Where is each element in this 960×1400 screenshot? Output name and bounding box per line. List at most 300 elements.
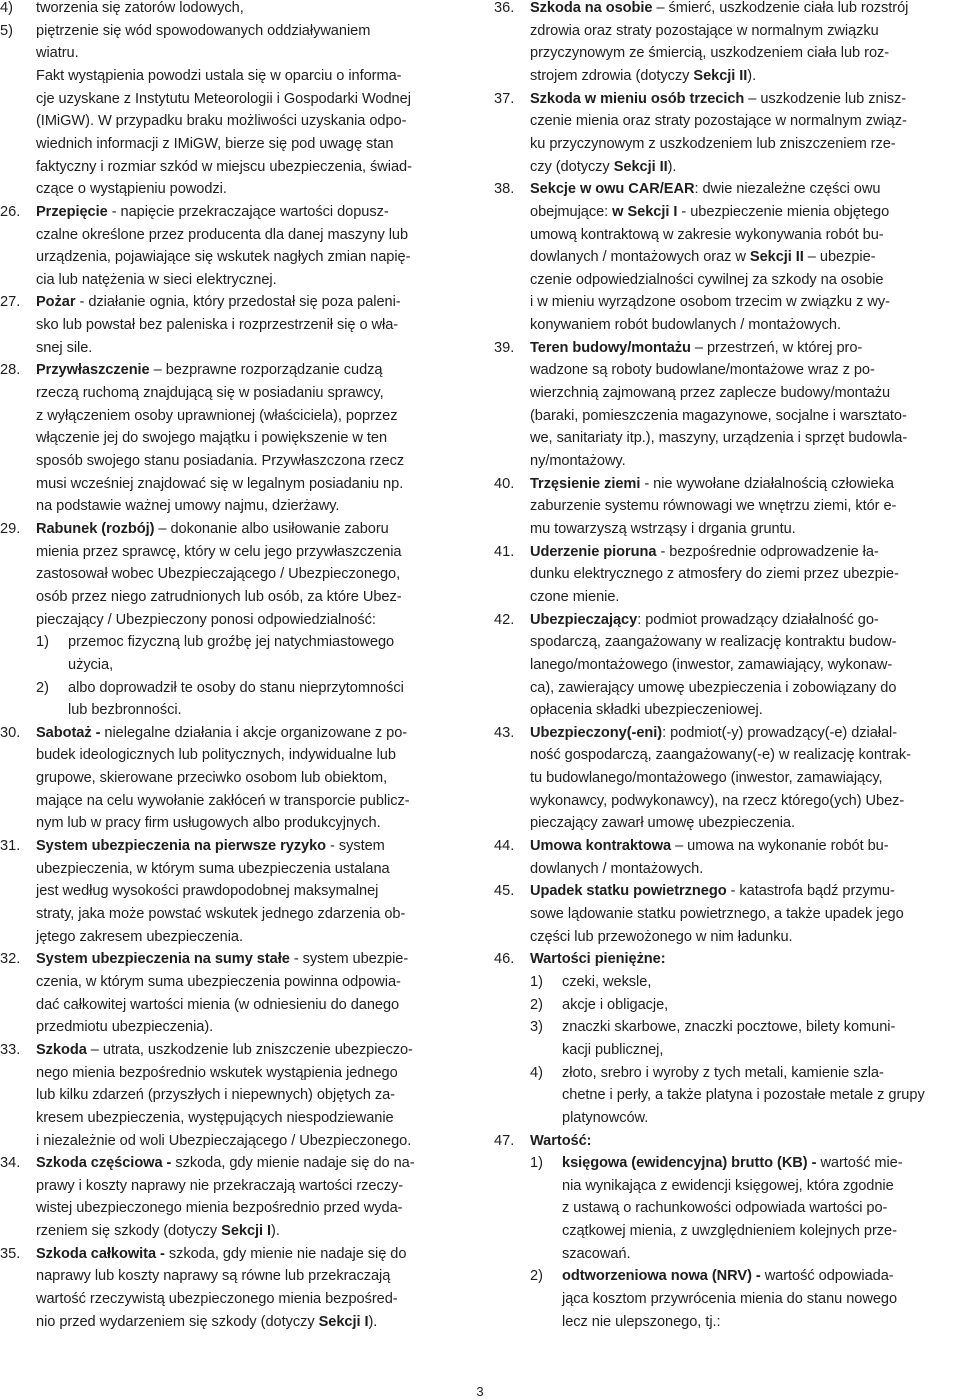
text-run: czalne określone przez producenta dla danej maszyny lub xyxy=(36,226,409,243)
text-run: zastosował wobec Ubezpieczającego / Ubezpieczonego, xyxy=(36,566,401,583)
text-line xyxy=(530,382,960,405)
text-line xyxy=(530,156,960,179)
text-line xyxy=(36,314,468,337)
text-run: – dokonanie albo usiłowanie zaboru xyxy=(154,520,389,537)
text-run: wartość odpowiada- xyxy=(760,1268,894,1285)
text-line xyxy=(562,1152,960,1175)
text-line xyxy=(530,586,960,609)
bold-term: Teren budowy/montażu xyxy=(530,339,691,356)
text-line xyxy=(68,677,468,700)
text-run: użycia, xyxy=(68,656,114,673)
text-line xyxy=(36,812,468,835)
text-run: dowlanych / montażowych oraz w xyxy=(530,249,750,266)
item-number: 32. xyxy=(0,951,21,968)
text-run: - system xyxy=(326,838,385,855)
text-line xyxy=(530,835,960,858)
text-line xyxy=(562,1288,960,1311)
text-run: faktyczny i rozmiar szkód w miejscu ubezpieczenia, świad- xyxy=(36,158,412,175)
text-run: nielegalne działania i akcje organizowane z po- xyxy=(100,724,408,741)
text-line xyxy=(36,1197,468,1220)
text-run: cia lub natężenia w sieci elektrycznej. xyxy=(36,271,277,288)
bold-term: Sekcji I xyxy=(221,1223,272,1240)
item-number: 5) xyxy=(0,22,13,39)
text-line xyxy=(36,450,468,473)
item-number: 39. xyxy=(494,339,515,356)
text-line xyxy=(36,994,468,1017)
text-line xyxy=(36,835,468,858)
text-line xyxy=(36,246,468,269)
text-run: wartość rzeczywistą ubezpieczonego mienia bezpośred- xyxy=(36,1291,398,1308)
text-run: mienia przez sprawcę, który w celu jego przywłaszczenia xyxy=(36,543,402,560)
text-run: - ubezpieczenie mienia objętego xyxy=(677,203,890,220)
text-line xyxy=(530,178,960,201)
text-line xyxy=(530,880,960,903)
text-run: - napięcie przekraczające wartości dopusz- xyxy=(107,203,389,220)
text-line xyxy=(530,1130,960,1153)
text-line xyxy=(36,722,468,745)
text-run: nia wynikająca z ewidencji księgowej, która zgodnie xyxy=(562,1177,894,1194)
text-run: ). xyxy=(271,1223,280,1240)
text-line xyxy=(530,790,960,813)
text-line xyxy=(68,654,468,677)
text-line xyxy=(530,110,960,133)
text-run: akcje i obligacje, xyxy=(562,996,669,1013)
item-number: 33. xyxy=(0,1041,21,1058)
text-run: wierzchnią zajmowaną przez zaplecze budowy/montażu xyxy=(530,385,891,402)
text-run: : podmiot prowadzący działalność go- xyxy=(637,611,879,628)
text-line xyxy=(562,1084,960,1107)
text-line xyxy=(562,971,960,994)
text-run: i niezależnie od woli Ubezpieczającego / Ubezpieczonego. xyxy=(36,1132,412,1149)
text-run: ). xyxy=(747,67,757,84)
text-run: strojem zdrowia (dotyczy xyxy=(530,67,694,84)
text-run: prawy i koszty naprawy nie przekraczają wartości rzeczy- xyxy=(36,1177,404,1194)
text-run: spodarczą, zaangażowany w realizację kontraktu budow- xyxy=(530,634,897,651)
item-number: 37. xyxy=(494,90,515,107)
text-run: chetne i perły, a także platyna i pozostałe metale z grupy xyxy=(562,1087,925,1104)
bold-term: księgowa (ewidencyjna) brutto (KB) - xyxy=(562,1155,817,1172)
item-number: 26. xyxy=(0,203,21,220)
text-line xyxy=(562,1016,960,1039)
text-line xyxy=(36,541,468,564)
sublist-number: 3) xyxy=(530,1019,543,1036)
page-number: 3 xyxy=(476,1384,484,1399)
text-run: – śmierć, uszkodzenie ciała lub rozstrój xyxy=(652,0,909,16)
text-line xyxy=(68,699,468,722)
text-line xyxy=(36,337,468,360)
item-number: 4) xyxy=(0,0,13,16)
text-line xyxy=(36,609,468,632)
text-run: – przestrzeń, w której pro- xyxy=(690,339,863,356)
text-line xyxy=(36,1265,468,1288)
text-line xyxy=(530,88,960,111)
text-run: szkoda, gdy mienie nie nadaje się do xyxy=(164,1245,407,1262)
text-line xyxy=(530,518,960,541)
sublist-number: 1) xyxy=(530,973,543,990)
text-line xyxy=(530,495,960,518)
text-run: umową kontraktową w zakresie wykonywania robót bu- xyxy=(530,226,884,243)
text-line xyxy=(36,790,468,813)
text-line xyxy=(530,450,960,473)
text-run: nio przed wydarzeniem się szkody (dotyczy xyxy=(36,1313,319,1330)
text-line xyxy=(530,133,960,156)
text-line xyxy=(562,1197,960,1220)
text-run: lub bezbronności. xyxy=(68,702,182,719)
text-line xyxy=(36,201,468,224)
text-line xyxy=(530,903,960,926)
text-run: ). xyxy=(667,158,677,175)
text-line xyxy=(530,858,960,881)
text-line xyxy=(530,337,960,360)
text-run: ca), zawierający umowę ubezpieczenia i zobowiązany do xyxy=(530,679,897,696)
bold-term: w Sekcji I xyxy=(612,203,678,220)
sublist-number: 2) xyxy=(530,1268,543,1285)
text-line xyxy=(530,65,960,88)
text-line xyxy=(36,1243,468,1266)
item-number: 42. xyxy=(494,611,515,628)
item-number: 41. xyxy=(494,543,515,560)
text-run: czenie mienia oraz straty pozostające w normalnym związ- xyxy=(530,113,907,130)
text-line xyxy=(36,427,468,450)
text-run: - bezpośrednie odprowadzenie ła- xyxy=(656,543,879,560)
bold-term: Szkoda całkowita - xyxy=(36,1245,165,1262)
text-line xyxy=(36,1130,468,1153)
text-line xyxy=(530,427,960,450)
text-run: wiatru. xyxy=(36,45,79,62)
text-line xyxy=(530,609,960,632)
text-run: kacji publicznej, xyxy=(562,1041,664,1058)
bold-term: System ubezpieczenia na pierwsze ryzyko xyxy=(36,838,327,855)
text-run: pieczający / Ubezpieczony ponosi odpowiedzialność: xyxy=(36,611,376,628)
bold-term: Uderzenie pioruna xyxy=(530,543,657,560)
text-run: - system ubezpie- xyxy=(289,951,409,968)
text-run: grupowe, skierowane przeciwko osobom lub obiektom, xyxy=(36,770,388,787)
text-run: sowe lądowanie statku powietrznego, a także upadek jego xyxy=(530,906,904,922)
text-run: konywaniem robót budowlanych / montażowych. xyxy=(530,317,841,334)
text-run: nego mienia bezpośrednio wskutek wystąpienia jednego xyxy=(36,1064,398,1081)
text-line xyxy=(530,948,960,971)
item-number: 45. xyxy=(494,883,515,900)
text-run: urządzenia, pojawiające się wskutek nagłych zmian napię- xyxy=(36,249,411,266)
text-line xyxy=(36,858,468,881)
text-run: dowlanych / montażowych. xyxy=(530,860,704,877)
text-run: lecz nie ulepszonego, tj.: xyxy=(562,1313,721,1330)
text-line xyxy=(530,744,960,767)
text-line xyxy=(36,359,468,382)
text-run: - działanie ognia, który przedostał się poza paleni- xyxy=(75,294,401,311)
text-run: piętrzenie się wód spowodowanych oddziaływaniem xyxy=(36,22,371,39)
text-run: zaburzenie systemu równowagi we wnętrzu ziemi, któr e- xyxy=(530,498,897,515)
text-run: : podmiot(-y) prowadzący(-e) działal- xyxy=(662,724,898,741)
bold-term: Upadek statku powietrznego xyxy=(530,883,727,900)
bold-term: Sekcje w owu CAR/EAR xyxy=(530,181,695,198)
text-run: tu budowlanego/montażowego (inwestor, zamawiający, xyxy=(530,770,883,787)
text-line xyxy=(530,654,960,677)
text-run: cje uzyskane z Instytutu Meteorologii i Gospodarki Wodnej xyxy=(36,90,411,107)
text-run: ). xyxy=(368,1313,378,1330)
text-line xyxy=(36,926,468,949)
text-line xyxy=(530,359,960,382)
text-line xyxy=(36,1107,468,1130)
text-run: obejmujące: xyxy=(530,203,613,220)
text-line xyxy=(562,1107,960,1130)
item-number: 31. xyxy=(0,838,21,855)
text-line xyxy=(562,1175,960,1198)
bold-term: odtworzeniowa nowa (NRV) - xyxy=(562,1268,761,1285)
text-line xyxy=(36,767,468,790)
item-number: 27. xyxy=(0,294,21,311)
text-run: opłacenia składki ubezpieczeniowej. xyxy=(530,702,763,719)
text-line xyxy=(36,880,468,903)
text-line xyxy=(36,156,468,179)
text-run: dunku elektrycznego z atmosfery do ziemi przez ubezpie- xyxy=(530,566,899,583)
text-run: albo doprowadził te osoby do stanu nieprzytomności xyxy=(68,679,404,696)
text-run: mu towarzyszą wstrząsy i drgania gruntu. xyxy=(530,520,796,537)
text-run: (IMiGW). W przypadku braku możliwości uzyskania odpo- xyxy=(36,113,407,130)
text-line xyxy=(530,20,960,43)
sublist-number: 2) xyxy=(530,996,543,1013)
text-line xyxy=(36,1311,468,1334)
item-number: 35. xyxy=(0,1245,21,1262)
text-line xyxy=(36,42,468,65)
text-line xyxy=(36,405,468,428)
text-line xyxy=(36,133,468,156)
text-run: nym lub w pracy firm usługowych albo produkcyjnych. xyxy=(36,815,381,832)
text-run: snej sile. xyxy=(36,339,93,356)
text-line xyxy=(36,1016,468,1039)
text-line xyxy=(36,563,468,586)
text-run: – umowa na wykonanie robót bu- xyxy=(671,838,889,855)
bold-term: Sekcji II xyxy=(749,249,804,266)
text-run: lanego/montażowego (inwestor, zamawiający, wykonaw- xyxy=(530,656,893,673)
text-run: ku przyczynowym z uszkodzeniem lub zniszczeniem rze- xyxy=(530,135,896,152)
text-run: czące o wystąpieniu powodzi. xyxy=(36,181,227,198)
item-number: 47. xyxy=(494,1132,515,1149)
text-run: wartość mie- xyxy=(816,1155,903,1172)
text-run: mające na celu wywołanie zakłóceń w transporcie publicz- xyxy=(36,792,410,809)
text-run: wiednich informacji z IMiGW, bierze się pod uwagę stan xyxy=(36,135,394,152)
text-line xyxy=(36,1175,468,1198)
bold-term: Sekcji I xyxy=(318,1313,369,1330)
text-line xyxy=(36,586,468,609)
text-line xyxy=(530,767,960,790)
text-line xyxy=(530,473,960,496)
text-run: sposób swojego stanu posiadania. Przywłaszczona rzecz xyxy=(36,453,405,469)
text-run: – bezprawne rozporządzanie cudzą xyxy=(149,362,383,379)
text-line xyxy=(530,246,960,269)
text-line xyxy=(530,541,960,564)
text-run: sko lub powstał bez paleniska i rozprzestrzenił się o wła- xyxy=(36,317,399,334)
text-line xyxy=(562,1220,960,1243)
item-number: 38. xyxy=(494,181,515,198)
text-run: budek ideologicznych lub politycznych, indywidualne lub xyxy=(36,747,396,764)
text-run: szkoda, gdy mienie nadaje się do na- xyxy=(171,1155,415,1172)
text-line xyxy=(562,1062,960,1085)
bold-term: Ubezpieczający xyxy=(530,611,638,628)
text-run: straty, jaka może powstać wskutek jednego zdarzenia ob- xyxy=(36,906,406,922)
item-number: 44. xyxy=(494,838,515,855)
bold-term: Szkoda xyxy=(36,1041,87,1058)
text-line xyxy=(36,1152,468,1175)
text-run: - katastrofa bądź przymu- xyxy=(726,883,895,900)
text-line xyxy=(36,1039,468,1062)
text-run: czątkowej mienia, z uwzględnieniem kolejnych prze- xyxy=(562,1223,897,1240)
text-line xyxy=(530,699,960,722)
text-run: – utrata, uszkodzenie lub zniszczenie ubezpieczo- xyxy=(86,1041,413,1058)
bold-term: Szkoda w mieniu osób trzecich xyxy=(530,90,745,107)
text-line xyxy=(530,291,960,314)
text-run: zdrowia oraz straty pozostające w normalnym związku xyxy=(530,22,879,39)
text-run: osób przez niego zatrudnionych lub osób, za które Ubez- xyxy=(36,588,402,605)
text-line xyxy=(36,1062,468,1085)
sublist-number: 4) xyxy=(530,1064,543,1081)
item-number: 43. xyxy=(494,724,515,741)
bold-term: Ubezpieczony(-eni) xyxy=(530,724,663,741)
text-run: z ustawą o rachunkowości odpowiada wartości po- xyxy=(562,1200,888,1217)
text-run: przemoc fizyczną lub groźbę jej natychmiastowego xyxy=(68,634,395,651)
text-run: przedmiotu ubezpieczenia). xyxy=(36,1019,214,1036)
text-run: ność gospodarczą, zaangażowany(-e) w realizację kontrak- xyxy=(530,747,911,764)
text-run: – ubezpie- xyxy=(803,249,876,266)
text-run: znaczki skarbowe, znaczki pocztowe, bilety komuni- xyxy=(562,1019,896,1036)
bold-term: Pożar xyxy=(36,294,76,311)
item-number: 28. xyxy=(0,362,21,379)
text-line xyxy=(36,382,468,405)
text-line xyxy=(36,88,468,111)
sublist-number: 1) xyxy=(530,1155,543,1172)
text-line xyxy=(36,291,468,314)
text-line xyxy=(530,0,960,20)
text-run: tworzenia się zatorów lodowych, xyxy=(36,0,244,16)
text-run: pieczający zawarł umowę ubezpieczenia. xyxy=(530,815,795,832)
bold-term: Umowa kontraktowa xyxy=(530,838,672,855)
text-line xyxy=(530,201,960,224)
text-line xyxy=(36,1084,468,1107)
text-line xyxy=(36,948,468,971)
bold-term: Trzęsienie ziemi xyxy=(530,475,641,492)
text-line xyxy=(530,631,960,654)
text-run: dać całkowitej wartości mienia (w odniesieniu do danego xyxy=(36,996,400,1013)
text-line xyxy=(562,1243,960,1266)
text-line xyxy=(36,744,468,767)
text-line xyxy=(36,0,468,20)
text-line xyxy=(562,994,960,1017)
item-number: 29. xyxy=(0,520,21,537)
text-line xyxy=(530,405,960,428)
text-run: jest według wysokości prawdopodobnej maksymalnej xyxy=(36,883,379,900)
text-line xyxy=(36,495,468,518)
bold-term: Sekcji II xyxy=(613,158,668,175)
bold-term: Sabotaż - xyxy=(36,724,101,741)
text-run: czenia, w którym suma ubezpieczenia powinna odpowia- xyxy=(36,973,401,990)
text-run: włączenie jej do swojego majątku i powiększenie w ten xyxy=(36,430,388,447)
text-run: i w mieniu wyrządzone osobom trzecim w związku z wy- xyxy=(530,294,890,311)
bold-term: Szkoda częściowa - xyxy=(36,1155,172,1172)
item-number: 46. xyxy=(494,951,515,968)
text-run: naprawy lub koszty naprawy są równe lub przekraczają xyxy=(36,1268,391,1285)
text-line xyxy=(36,269,468,292)
bold-term: Przepięcie xyxy=(36,203,108,220)
text-run: jętego zakresem ubezpieczenia. xyxy=(36,928,243,945)
text-line xyxy=(530,42,960,65)
text-run: przyczynowym ze śmiercią, uszkodzeniem ciała lub roz- xyxy=(530,45,890,62)
text-run: rzeniem się szkody (dotyczy xyxy=(36,1223,222,1240)
text-run: czone mienie. xyxy=(530,588,620,605)
text-line xyxy=(36,1288,468,1311)
text-line xyxy=(36,65,468,88)
text-line xyxy=(530,677,960,700)
text-line xyxy=(36,20,468,43)
text-line xyxy=(562,1311,960,1334)
text-run: wadzone są roboty budowlane/montażowe wraz z po- xyxy=(530,362,875,379)
text-line xyxy=(36,1220,468,1243)
text-run: wistej ubezpieczonego mienia bezpośrednio przed wyda- xyxy=(36,1200,403,1217)
text-line xyxy=(530,926,960,949)
text-line xyxy=(36,473,468,496)
text-run: czy (dotyczy xyxy=(530,158,614,175)
text-line xyxy=(530,224,960,247)
text-run: jąca kosztom przywrócenia mienia do stanu nowego xyxy=(562,1291,898,1308)
text-run: kresem ubezpieczenia, występujących niespodziewanie xyxy=(36,1109,394,1126)
text-run: wykonawcy, podwykonawcy), na rzecz którego(ych) Ubez- xyxy=(530,792,905,809)
text-run: szacowań. xyxy=(562,1245,631,1262)
text-run: części lub przewożonego w nim ładunku. xyxy=(530,928,793,945)
bold-term: Wartość: xyxy=(530,1132,592,1149)
text-run: we, sanitariaty itp.), maszyny, urządzenia i sprzęt budowla- xyxy=(530,430,908,447)
text-line xyxy=(36,110,468,133)
text-run: musi wcześniej znajdować się w legalnym posiadaniu np. xyxy=(36,475,404,492)
text-run: czeki, weksle, xyxy=(562,973,652,990)
text-run: platynowców. xyxy=(562,1109,649,1126)
text-line xyxy=(562,1265,960,1288)
item-number: 40. xyxy=(494,475,515,492)
bold-term: Przywłaszczenie xyxy=(36,362,150,379)
text-run: : dwie niezależne części owu xyxy=(694,181,881,198)
text-line xyxy=(530,812,960,835)
text-run: złoto, srebro i wyroby z tych metali, kamienie szla- xyxy=(562,1064,884,1081)
text-run: – uszkodzenie lub znisz- xyxy=(744,90,907,107)
bold-term: Wartości pieniężne: xyxy=(530,951,666,968)
text-line xyxy=(68,631,468,654)
sublist-number: 1) xyxy=(36,634,49,651)
text-line xyxy=(36,971,468,994)
text-run: czenie odpowiedzialności cywilnej za szkody na osobie xyxy=(530,271,884,288)
text-line xyxy=(36,518,468,541)
text-line xyxy=(530,722,960,745)
item-number: 36. xyxy=(494,0,515,16)
bold-term: Szkoda na osobie xyxy=(530,0,653,16)
text-run: (baraki, pomieszczenia magazynowe, socjalne i warsztato- xyxy=(530,407,907,424)
text-line xyxy=(36,178,468,201)
text-run: Fakt wystąpienia powodzi ustala się w oparciu o informa- xyxy=(36,67,402,84)
text-run: lub kilku zdarzeń (przyszłych i niepewnych) objętych za- xyxy=(36,1087,395,1104)
item-number: 30. xyxy=(0,724,21,741)
text-line xyxy=(530,269,960,292)
text-line xyxy=(36,224,468,247)
item-number: 34. xyxy=(0,1155,21,1172)
text-run: z wyłączeniem osoby uprawnionej (właściciela), poprzez xyxy=(36,407,398,424)
sublist-number: 2) xyxy=(36,679,49,696)
text-line xyxy=(530,314,960,337)
text-run: na podstawie ważnej umowy najmu, dzierżawy. xyxy=(36,498,340,515)
text-run: - nie wywołane działalnością człowieka xyxy=(640,475,894,492)
text-line xyxy=(562,1039,960,1062)
text-run: ny/montażowy. xyxy=(530,453,626,469)
text-run: rzeczą ruchomą znajdującą się w posiadaniu sprawcy, xyxy=(36,385,384,402)
text-line xyxy=(530,563,960,586)
text-line xyxy=(36,903,468,926)
bold-term: Rabunek (rozbój) xyxy=(36,520,155,537)
